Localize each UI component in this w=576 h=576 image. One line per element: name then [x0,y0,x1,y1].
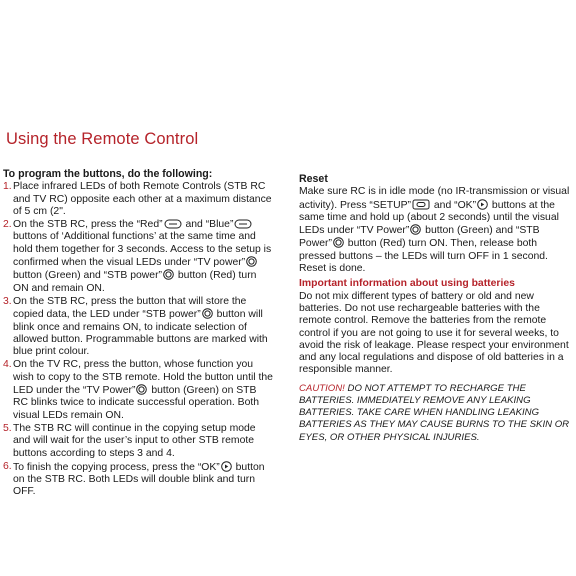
step-text: button will blink once and remains ON, to indicate selection of allowed button. Programmable buttons are marked with blue print colour. [13,309,268,358]
red-button-icon [164,219,182,229]
step-number: 2. [3,219,12,231]
reset-heading: Reset [299,173,328,185]
battery-heading: Important information about using batteries [299,278,515,290]
power-button-icon [410,224,421,235]
step-text: button on the STB RC. Both LEDs will double blink and turn OFF. [13,461,265,498]
step-number: 6. [3,460,12,472]
step-number: 3. [3,295,12,307]
step-text: button (Red) turn ON and remain ON. [13,270,257,294]
reset-text: and “OK” [431,199,477,211]
step-text: On the STB RC, press the “Red” [13,219,163,231]
step-6 [3,461,273,499]
step-2 [3,219,273,295]
battery-text: Do not mix different types of battery or old and new batteries. Do not use rechargeable batteries with the remote control. Remove the batteries from the remote control if you are not going to use it for several weeks, to avoid the risk of leakage. Please respect your environment and any local regulations and dispose of old batteries in a responsible manner. [299,290,569,376]
caution-label: CAUTION! [299,382,345,394]
setup-button-icon [412,199,430,210]
step-text: and “Blue” [182,219,234,231]
step-number: 4. [3,359,12,371]
step-5 [3,423,273,460]
caution-text: DO NOT ATTEMPT TO RECHARGE THE BATTERIES. IMMEDIATELY REMOVE ANY LEAKING BATTERIES. TAKE CARE WHEN HANDLING LEAKING BATTERIES AS THEY MAY CAUSE BURNS TO THE SKIN OR EYES, OR OTHER PHYSICAL INJURIES. [299,382,570,443]
step-text: To finish the copying process, press the “OK” [13,461,220,473]
step-text: Place infrared LEDs of both Remote Controls (STB RC and TV RC) opposite each other at a maximum distance of 5 cm (2". [13,181,272,217]
power-button-icon [163,269,174,280]
step-text: On the TV RC, press the button, whose function you wish to copy to the STB remote. Hold the button until the LED under the “TV Power” [13,359,273,397]
program-heading: To program the buttons, do the following: [3,168,213,180]
ok-button-icon [477,199,488,210]
reset-text: Make sure RC is in idle mode (no IR-transmission or visual activity). Press “SETUP” [299,186,570,211]
step-text: The STB RC will continue in the copying setup mode and will wait for the user’s input to other STB remote buttons according to steps 3 and 4. [13,422,256,459]
step-text: On the STB RC, press the button that will store the copied data, the LED under “STB power” [13,295,247,321]
power-button-icon [202,308,213,319]
step-number: 1. [3,181,12,193]
power-button-icon [333,237,344,248]
reset-text: buttons at the same time and hold up (about 2 seconds) until the visual LEDs under “TV Power” [299,199,559,237]
step-text: button (Green) and “STB power” [13,270,163,282]
step-3 [3,296,273,358]
blue-button-icon [234,219,252,229]
step-text: button (Green) on STB RC blinks twice to indicate successful operation. Both visual LEDs remain ON. [13,385,260,421]
page-title: Using the Remote Control [6,130,199,148]
program-steps [3,181,273,498]
step-number: 5. [3,422,12,434]
step-1 [3,181,273,218]
power-button-icon [246,256,257,267]
reset-text: button (Green) and “STB Power” [299,225,540,250]
caution-notice [299,383,575,444]
reset-section [299,173,575,275]
reset-text: button (Red) turn ON. Then, release both pressed buttons – the LEDs will turn OFF in 1 second. Reset is done. [299,238,548,275]
power-button-icon [136,384,147,395]
reset-and-battery-column [299,173,575,444]
ok-button-icon [221,461,232,472]
step-4 [3,359,273,421]
programming-column [3,168,273,500]
step-text: buttons of ‘Additional functions’ at the same time and hold them together for 3 seconds. Access to the setup is confirmed when the visual LEDs under “TV power” [13,231,272,269]
